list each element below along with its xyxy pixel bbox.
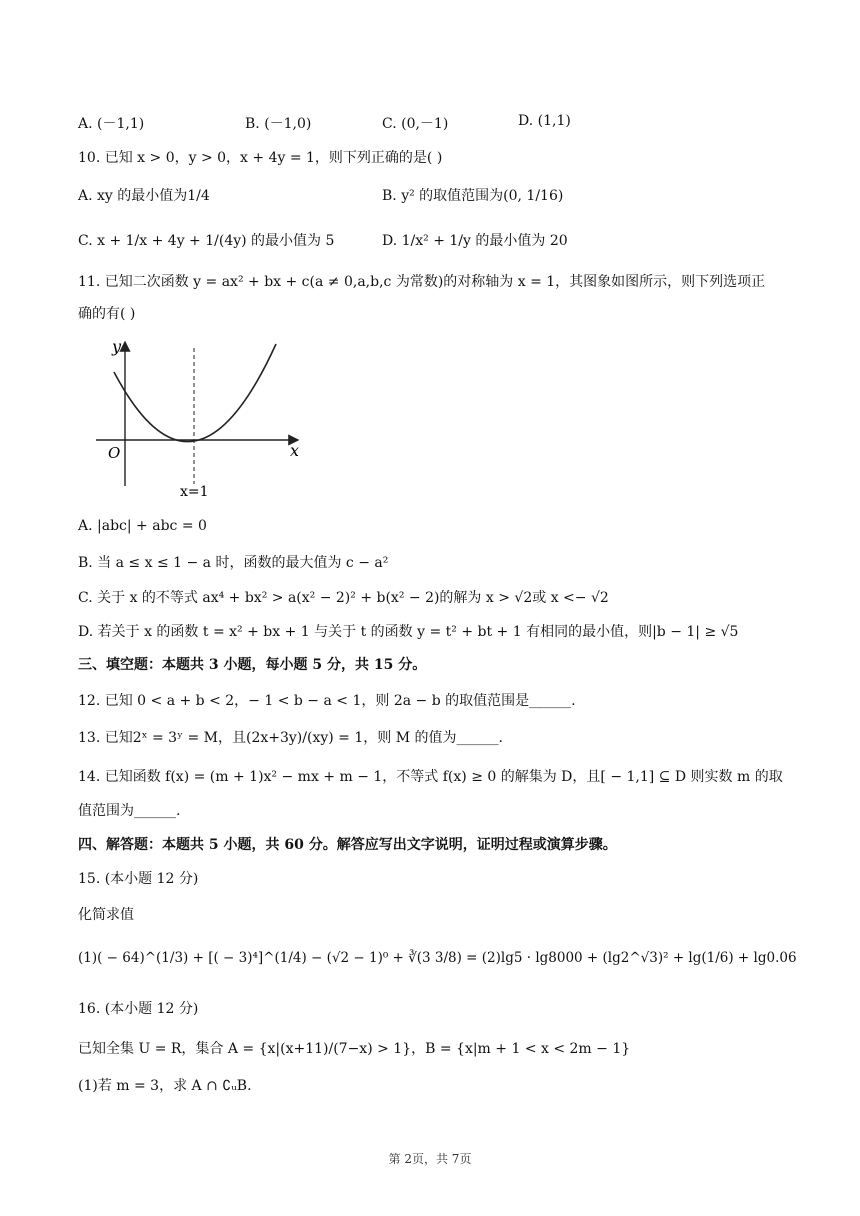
- q11-option-a: A. |abc| + abc = 0: [78, 518, 207, 534]
- q15-header: 15. (本小题 12 分): [78, 871, 199, 887]
- q10-options-row1: [78, 185, 798, 205]
- q15-expression: (1)( − 64)^(1/3) + [( − 3)⁴]^(1/4) − (√2 − 1)⁰ + ∛(3 3/8) = (2)lg5 · lg8000 + (lg2^√3)² + lg(1/6) + lg0.06: [78, 950, 797, 966]
- q9-option-c: C. (0,－1): [382, 116, 449, 132]
- q12: 12. 已知 0 < a + b < 2，− 1 < b − a < 1，则 2a − b 的取值范围是______.: [78, 693, 576, 709]
- q14-line1: 14. 已知函数 f(x) = (m + 1)x² − mx + m − 1，不等式 f(x) ≥ 0 的解集为 D，且[ − 1,1] ⊆ D 则实数 m 的取: [78, 769, 783, 785]
- q10-options-row2: [78, 230, 798, 250]
- q9-option-d: D. (1,1): [518, 113, 571, 129]
- q16-header: 16. (本小题 12 分): [78, 1001, 199, 1017]
- q11-stem-line1: 11. 已知二次函数 y = ax² + bx + c(a ≠ 0,a,b,c 为常数)的对称轴为 x = 1，其图象如图所示，则下列选项正: [78, 274, 766, 290]
- q15-instruction: 化简求值: [78, 907, 134, 923]
- q16-stem: 已知全集 U = R，集合 A = {x|(x+11)/(7−x) > 1}，B = {x|m + 1 < x < 2m − 1}: [78, 1041, 631, 1057]
- q9-option-a: A. (－1,1): [78, 116, 145, 132]
- page-footer: 第 2页，共 7页: [388, 1152, 472, 1166]
- q9-options: [78, 113, 798, 133]
- q10-option-b: B. y² 的取值范围为(0, 1/16): [382, 188, 564, 204]
- y-axis-label: y: [112, 337, 122, 356]
- origin-label: O: [108, 444, 121, 462]
- q11-option-d: D. 若关于 x 的函数 t = x² + bx + 1 与关于 t 的函数 y = t² + bt + 1 有相同的最小值，则|b − 1| ≥ √5: [78, 624, 739, 640]
- x-axis-label: x: [290, 441, 300, 460]
- q11-option-c: C. 关于 x 的不等式 ax⁴ + bx² > a(x² − 2)² + b(x² − 2)的解为 x > √2或 x <− √2: [78, 590, 609, 606]
- parabola-graph: [96, 336, 316, 502]
- q9-option-b: B. (－1,0): [245, 116, 312, 132]
- section-three-heading: 三、填空题：本题共 3 小题，每小题 5 分，共 15 分。: [78, 657, 427, 673]
- section-four-heading: 四、解答题：本题共 5 小题，共 60 分。解答应写出文字说明，证明过程或演算步骤。: [78, 837, 617, 853]
- q11-stem-line2: 确的有( ): [78, 306, 136, 322]
- q14-line2: 值范围为______.: [78, 803, 181, 819]
- q10-option-d: D. 1/x² + 1/y 的最小值为 20: [382, 233, 568, 249]
- parabola-curve: [114, 344, 276, 442]
- q16-part1: (1)若 m = 3，求 A ∩ ∁ᵤB.: [78, 1078, 252, 1094]
- q13: 13. 已知2ˣ = 3ʸ = M，且(2x+3y)/(xy) = 1，则 M 的值为______.: [78, 730, 503, 746]
- q10-option-c: C. x + 1/x + 4y + 1/(4y) 的最小值为 5: [78, 233, 335, 249]
- parabola-figure: [96, 336, 316, 502]
- q10-option-a: A. xy 的最小值为1/4: [78, 188, 210, 204]
- symmetry-axis-label: x=1: [180, 484, 209, 500]
- q11-option-b: B. 当 a ≤ x ≤ 1 − a 时，函数的最大值为 c − a²: [78, 555, 389, 571]
- q10-stem: 10. 已知 x > 0，y > 0，x + 4y = 1，则下列正确的是( ): [78, 150, 443, 166]
